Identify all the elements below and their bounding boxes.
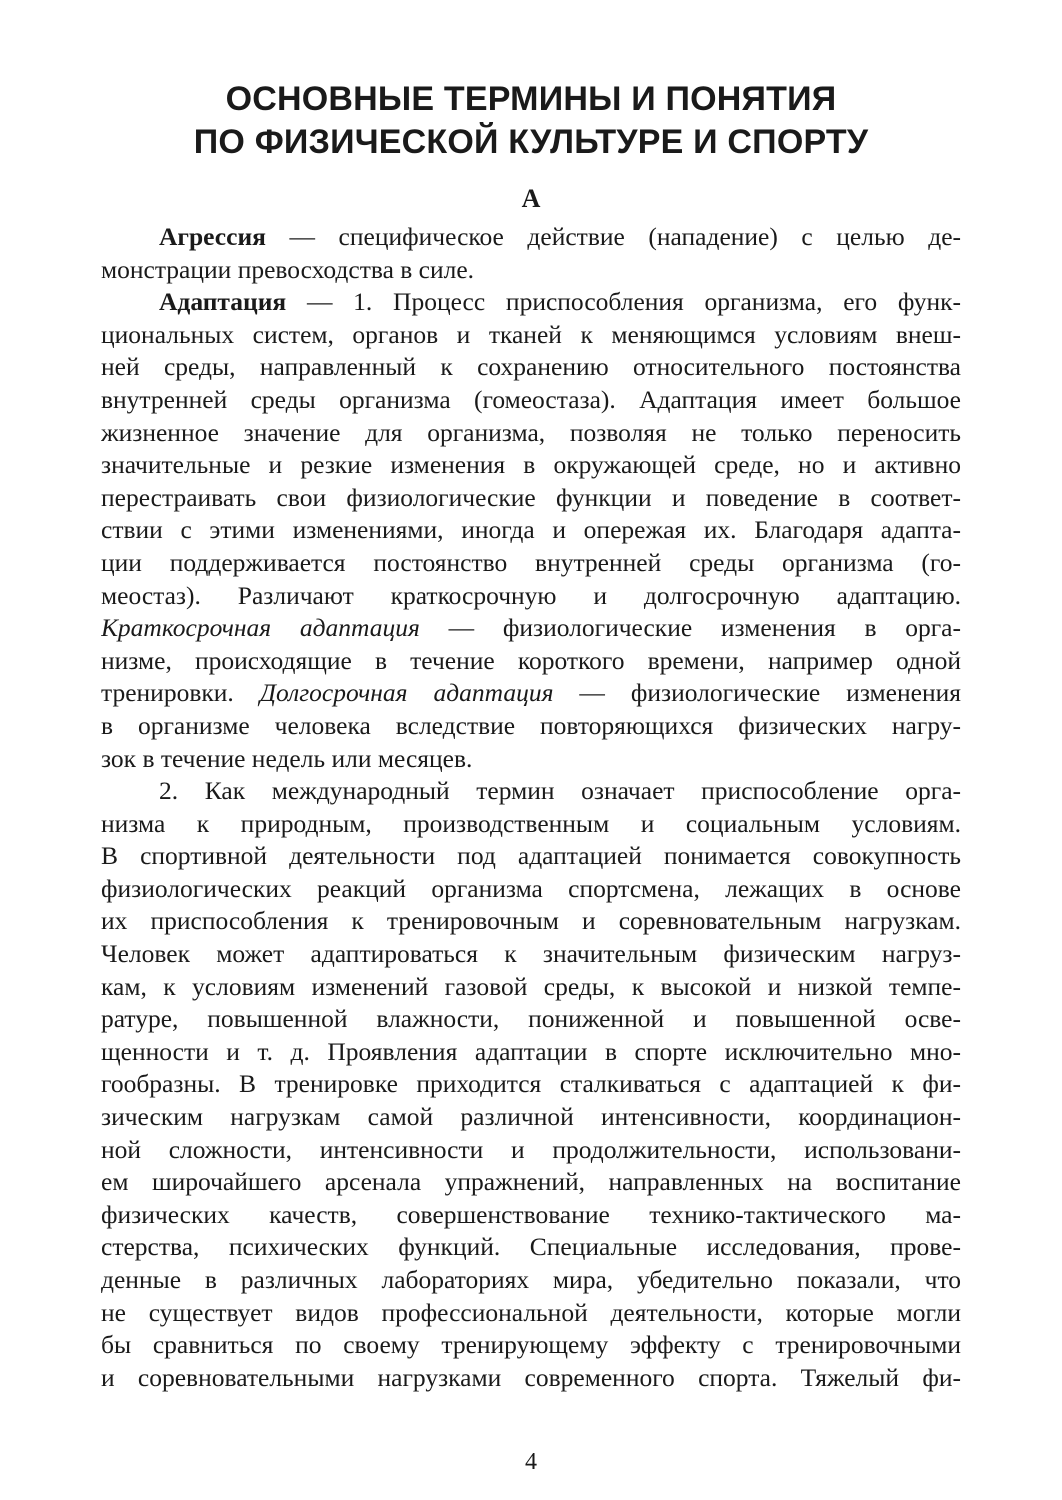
page-number: 4	[525, 1449, 537, 1475]
page-title-line-1: ОСНОВНЫЕ ТЕРМИНЫ И ПОНЯТИЯ	[225, 80, 837, 118]
text-line: зок в течение недель или месяцев.	[101, 743, 473, 773]
section-letter-heading: А	[521, 184, 541, 213]
text-line: зическим нагрузкам самой различной интенсивности, координацион-	[101, 1102, 961, 1132]
text-line	[101, 677, 961, 710]
text-line: В спортивной деятельности под адаптацией понимается совокупность	[101, 841, 961, 871]
text-line: кам, к условиям изменений газовой среды, к высокой и низкой темпе-	[101, 971, 961, 1001]
text-line	[101, 286, 961, 319]
text-line: жизненное значение для организма, позволяя не только переносить	[101, 417, 961, 447]
text-line: значительные и резкие изменения в окружающей среде, но и активно	[101, 450, 961, 480]
text-line: стерства, психических функций. Специальные исследования, прове-	[101, 1232, 961, 1262]
text-line: 2. Как международный термин означает приспособление орга-	[159, 776, 961, 806]
text-line: гообразны. В тренировке приходится сталкиваться с адаптацией к фи-	[101, 1069, 961, 1099]
definition-text: — специфическое действие (нападение) с целью де-	[265, 222, 961, 251]
text-line: в организме человека вследствие повторяющихся физических нагру-	[101, 710, 961, 740]
text-line: ем широчайшего арсенала упражнений, направленных на воспитание	[101, 1167, 961, 1197]
definition-text: тренировки.	[101, 678, 260, 708]
text-line: Человек может адаптироваться к значительным физическим нагруз-	[101, 939, 961, 969]
text-line: низме, происходящие в течение короткого времени, например одной	[101, 645, 961, 675]
term-adaptation: Адаптация	[159, 287, 287, 317]
italic-term-long-term-adaptation: Долгосрочная адаптация	[259, 678, 554, 708]
text-line	[101, 612, 961, 645]
text-line: циональных систем, органов и тканей к меняющимся условиям внеш-	[101, 319, 961, 349]
italic-term-short-term-adaptation: Краткосрочная адаптация	[101, 613, 420, 643]
text-line: ствии с этими изменениями, иногда и опережая их. Благодаря адапта-	[101, 515, 961, 545]
text-line: внутренней среды организма (гомеостаза). Адаптация имеет большое	[101, 384, 961, 414]
text-line: их приспособления к тренировочным и соревновательным нагрузкам.	[101, 906, 961, 936]
definition-text: — физиологические изменения	[553, 678, 961, 708]
text-line: перестраивать свои физиологические функции и поведение в соответ-	[101, 482, 961, 512]
definition-text: — физиологические изменения в орга-	[419, 613, 961, 643]
text-line: физиологических реакций организма спортсмена, лежащих в основе	[101, 873, 961, 903]
text-line: и соревновательными нагрузками современного спорта. Тяжелый фи-	[101, 1362, 961, 1392]
text-line: денные в различных лабораториях мира, убедительно показали, что	[101, 1265, 961, 1294]
body-text	[101, 221, 961, 1394]
text-line: бы сравниться по своему тренирующему эффекту с тренировочными	[101, 1330, 961, 1360]
text-line: меостаз). Различают краткосрочную и долгосрочную адаптацию.	[101, 580, 961, 610]
text-line	[101, 221, 961, 254]
text-line: ней среды, направленный к сохранению относительного постоянства	[101, 352, 961, 382]
page-title	[0, 78, 1062, 164]
text-line: щенности и т. д. Проявления адаптации в спорте исключительно мно-	[101, 1036, 961, 1066]
term-aggression: Агрессия	[159, 222, 266, 251]
text-line: ции поддерживается постоянство внутренней среды организма (го-	[101, 547, 961, 577]
definition-text: — 1. Процесс приспособления организма, его функ-	[286, 287, 961, 317]
text-line: монстрации превосходства в силе.	[101, 254, 475, 284]
text-line: ратуре, повышенной влажности, пониженной и повышенной осве-	[101, 1004, 961, 1034]
text-line: низма к природным, производственным и социальным условиям.	[101, 808, 961, 838]
text-line: не существует видов профессиональной деятельности, которые могли	[101, 1297, 961, 1327]
text-line: ной сложности, интенсивности и продолжительности, использовани-	[101, 1134, 961, 1164]
page-title-line-2: ПО ФИЗИЧЕСКОЙ КУЛЬТУРЕ И СПОРТУ	[193, 123, 869, 161]
text-line: физических качеств, совершенствование технико-тактического ма-	[101, 1199, 961, 1229]
